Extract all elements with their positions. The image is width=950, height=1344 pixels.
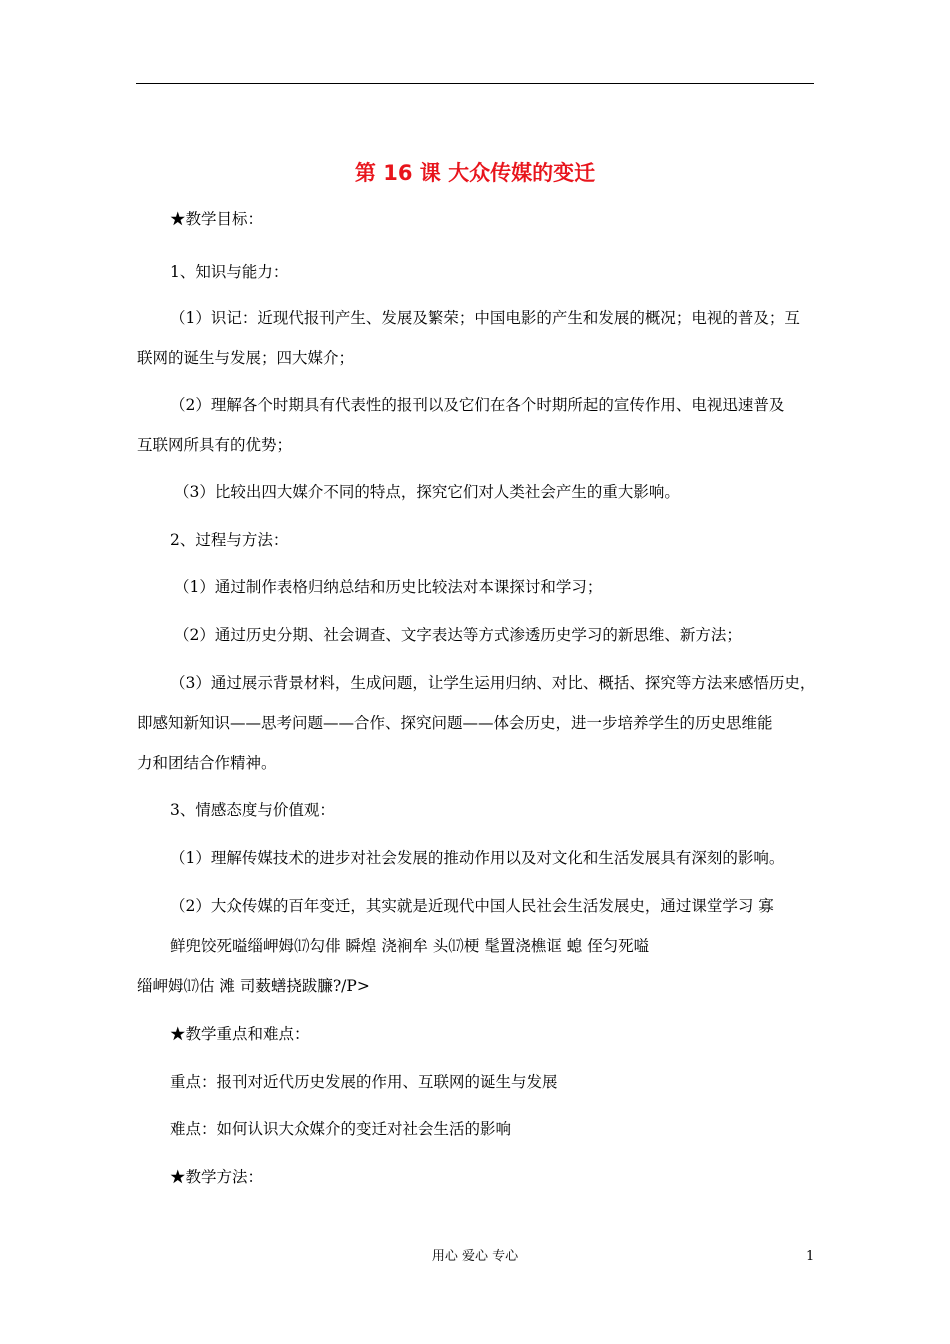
paragraph-line: （3）比较出四大媒介不同的特点，探究它们对人类社会产生的重大影响。 <box>174 483 680 501</box>
paragraph-line: （1）识记：近现代报刊产生、发展及繁荣；中国电影的产生和发展的概况；电视的普及；互 <box>170 309 800 327</box>
paragraph-line: （2）通过历史分期、社会调查、文字表达等方式渗透历史学习的新思维、新方法； <box>174 626 742 644</box>
paragraph-line: 缁岬姆⒄估 滩 司薮蟮挠跋臁?/P> <box>137 977 370 995</box>
section-heading-methods: ★教学方法： <box>170 1168 264 1186</box>
subheading-knowledge: 1、知识与能力： <box>170 263 289 281</box>
paragraph-line: 即感知新知识——思考问题——合作、探究问题——体会历史，进一步培养学生的历史思维能 <box>137 714 773 732</box>
paragraph-line: （1）通过制作表格归纳总结和历史比较法对本课探讨和学习； <box>174 578 603 596</box>
paragraph-line: （2）大众传媒的百年变迁，其实就是近现代中国人民社会生活发展史，通过课堂学习 寡 <box>170 897 774 915</box>
paragraph-line: 力和团结合作精神。 <box>137 754 277 772</box>
page-title: 第 16 课 大众传媒的变迁 <box>354 161 596 185</box>
subheading-process: 2、过程与方法： <box>170 531 289 549</box>
section-heading-objectives: ★教学目标： <box>170 210 264 228</box>
paragraph-line: （3）通过展示背景材料，生成问题，让学生运用归纳、对比、概括、探究等方法来感悟历史， <box>170 674 816 692</box>
header-rule <box>136 83 814 84</box>
paragraph-line: 联网的诞生与发展；四大媒介； <box>137 349 355 367</box>
section-heading-keypoints: ★教学重点和难点： <box>170 1025 310 1043</box>
paragraph-line: （2）理解各个时期具有代表性的报刊以及它们在各个时期所起的宣传作用、电视迅速普及 <box>170 396 785 414</box>
paragraph-line: 重点：报刊对近代历史发展的作用、互联网的诞生与发展 <box>170 1073 558 1091</box>
subheading-values: 3、情感态度与价值观： <box>170 801 335 819</box>
paragraph-line: （1）理解传媒技术的进步对社会发展的推动作用以及对文化和生活发展具有深刻的影响。 <box>170 849 785 867</box>
paragraph-line: 难点：如何认识大众媒介的变迁对社会生活的影响 <box>170 1120 512 1138</box>
page-number: 1 <box>806 1249 815 1264</box>
paragraph-line: 鲜兜饺死嗌缁岬姆⒄勾俳 瞬煌 浇裥牟 头⒄梗 髦置浇樵诓 螅 侄匀死嗌 <box>170 937 650 955</box>
page-footer: 用心 爱心 专心 <box>431 1249 519 1264</box>
paragraph-line: 互联网所具有的优势； <box>137 436 293 454</box>
